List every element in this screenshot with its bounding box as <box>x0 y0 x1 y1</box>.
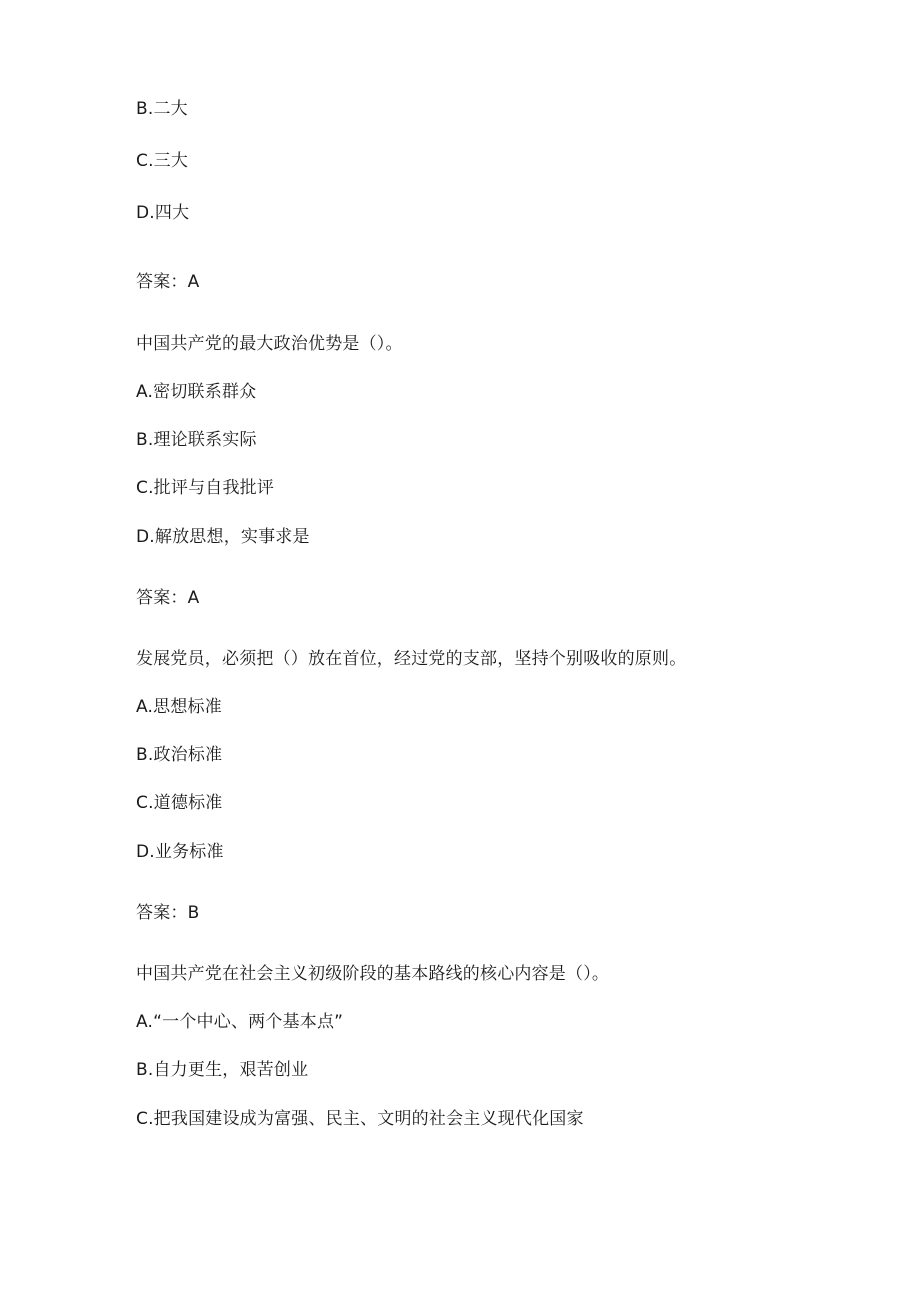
question-2-option-a: A.思想标准 <box>136 697 222 717</box>
question-3-option-a: A.“一个中心、两个基本点” <box>136 1012 344 1032</box>
option-b-prev: B.二大 <box>136 99 188 119</box>
question-1-option-b: B.理论联系实际 <box>136 430 257 450</box>
question-2-option-b: B.政治标准 <box>136 745 223 765</box>
question-3: 中国共产党在社会主义初级阶段的基本路线的核心内容是（）。 <box>136 964 610 984</box>
question-2-option-c: C.道德标准 <box>136 793 223 813</box>
question-3-option-b: B.自力更生，艰苦创业 <box>136 1060 309 1080</box>
answer-prev: 答案：A <box>136 272 200 292</box>
question-1-option-a: A.密切联系群众 <box>136 382 257 402</box>
question-2: 发展党员，必须把（）放在首位，经过党的支部，坚持个别吸收的原则。 <box>136 649 687 669</box>
question-2-option-d: D.业务标准 <box>136 842 224 862</box>
question-1-option-c: C.批评与自我批评 <box>136 478 275 498</box>
question-1-answer: 答案：A <box>136 588 200 608</box>
question-2-answer: 答案：B <box>136 903 200 923</box>
question-1-option-d: D.解放思想，实事求是 <box>136 527 310 547</box>
option-d-prev: D.四大 <box>136 203 190 223</box>
question-1: 中国共产党的最大政治优势是（）。 <box>136 334 403 354</box>
question-3-option-c: C.把我国建设成为富强、民主、文明的社会主义现代化国家 <box>136 1109 584 1129</box>
option-c-prev: C.三大 <box>136 151 189 171</box>
